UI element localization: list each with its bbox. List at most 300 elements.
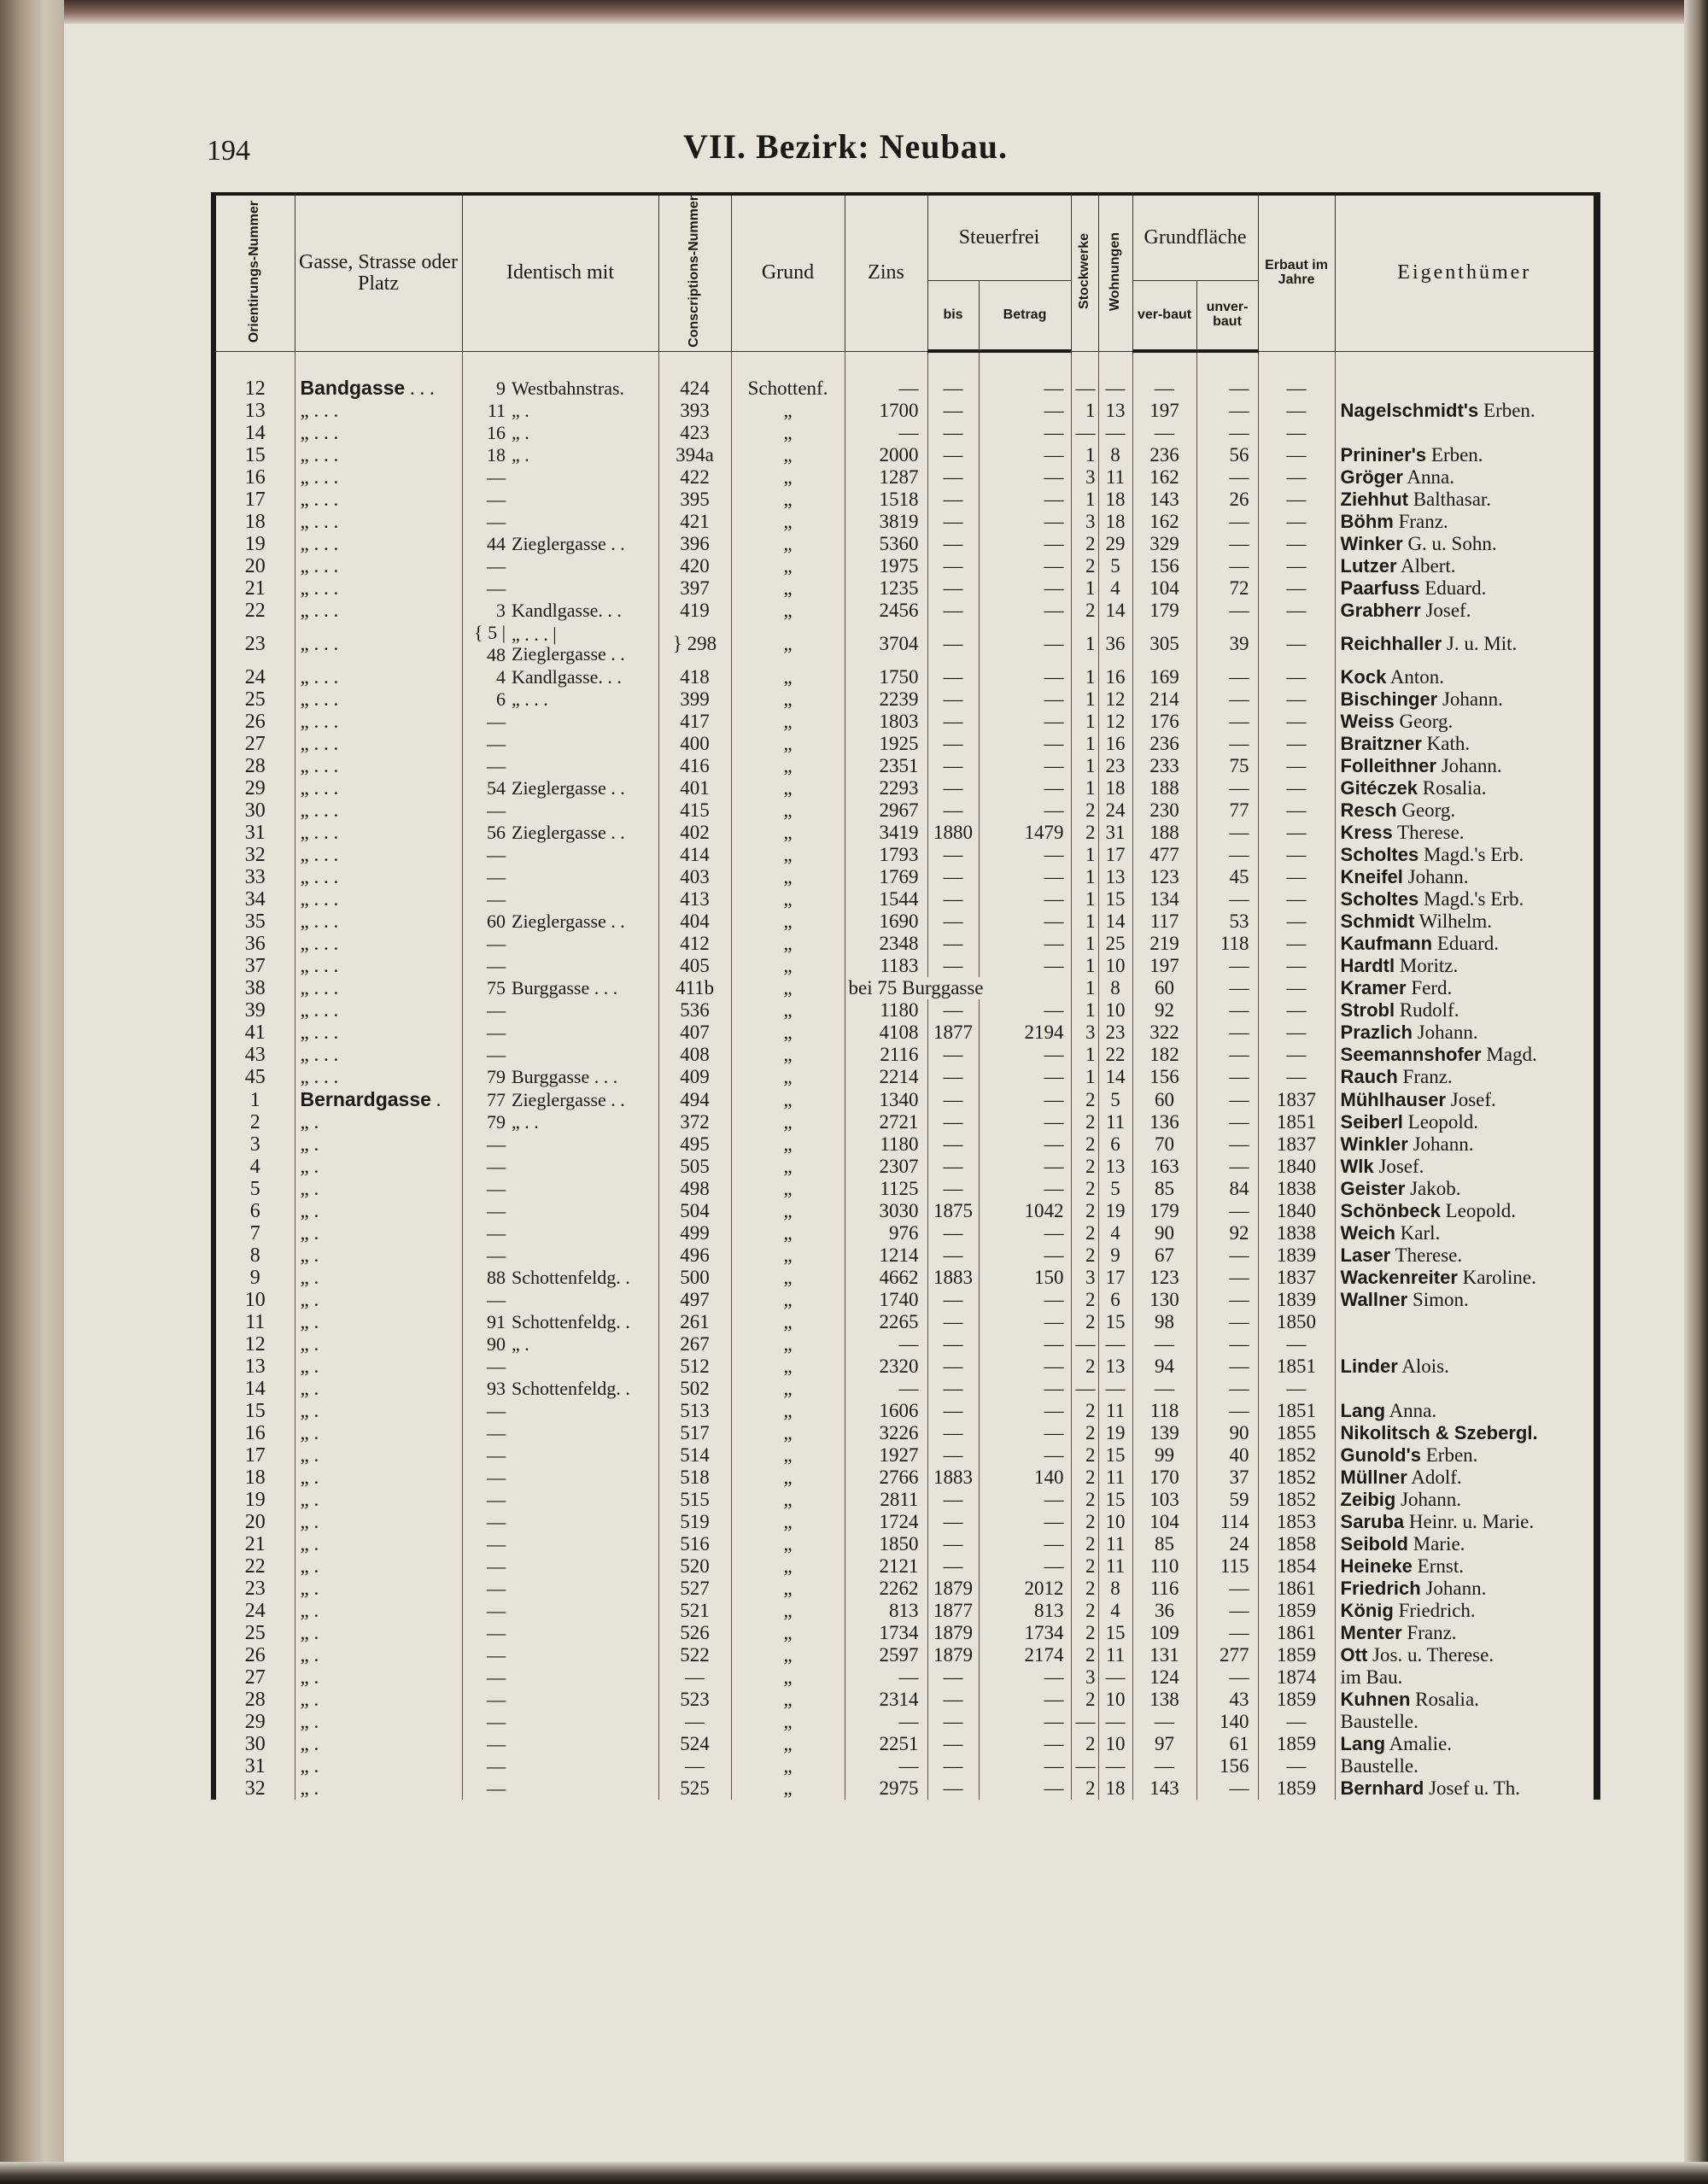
cell-zins: 2597 [845, 1644, 927, 1666]
cell-identisch-nummer: 44 [462, 533, 509, 555]
cell-conscriptions-nummer: 421 [658, 511, 731, 533]
cell-steuerfrei-betrag: 150 [979, 1267, 1071, 1289]
cell-stockwerke: 1 [1071, 999, 1098, 1022]
cell-orientierungs-nummer: 22 [214, 1555, 295, 1578]
cell-zins: 813 [845, 1600, 927, 1622]
cell-eigenthuemer [1335, 1111, 1597, 1133]
cell-identisch-nummer: — [462, 1533, 509, 1555]
cell-grundflaeche-unverbaut: — [1196, 533, 1258, 555]
header-zins: Zins [845, 194, 927, 351]
cell-erbaut: 1839 [1258, 1289, 1335, 1311]
owner-detail: Adolf. [1407, 1467, 1462, 1489]
cell-erbaut: — [1258, 799, 1335, 822]
cell-conscriptions-nummer: 514 [658, 1444, 731, 1467]
cell-gasse: „ . . . [295, 799, 462, 822]
cell-eigenthuemer [1335, 1200, 1597, 1222]
cell-identisch-nummer: — [462, 711, 509, 733]
cell-conscriptions-nummer: 267 [658, 1333, 731, 1355]
owner-detail: Anna. [1385, 1400, 1437, 1422]
cell-grundflaeche-unverbaut: 84 [1196, 1178, 1258, 1200]
table-row [214, 466, 1597, 489]
owner-surname: Heineke [1340, 1555, 1413, 1578]
cell-eigenthuemer [1335, 1600, 1597, 1622]
cell-steuerfrei-betrag: — [979, 844, 1071, 866]
cell-eigenthuemer [1335, 1666, 1597, 1689]
owner-detail: Rosalia. [1418, 777, 1487, 799]
cell-identisch-nummer: — [462, 733, 509, 755]
cell-steuerfrei-betrag: — [979, 1711, 1071, 1733]
cell-grundflaeche-unverbaut: — [1196, 1777, 1258, 1800]
cell-erbaut: 1859 [1258, 1777, 1335, 1800]
owner-surname: Bischinger [1340, 688, 1438, 711]
cell-stockwerke: 1 [1071, 733, 1098, 755]
cell-erbaut: 1851 [1258, 1400, 1335, 1422]
cell-identisch-name [509, 1133, 658, 1156]
cell-stockwerke: 2 [1071, 1156, 1098, 1178]
cell-identisch-name [509, 489, 658, 511]
table-row [214, 1289, 1597, 1311]
cell-grundflaeche-unverbaut: 92 [1196, 1222, 1258, 1244]
owner-surname: Bernhard [1340, 1777, 1424, 1800]
owner-surname: Ziehhut [1340, 489, 1408, 511]
cell-steuerfrei-betrag: 813 [979, 1600, 1071, 1622]
cell-steuerfrei-bis: 1880 [927, 822, 979, 844]
cell-orientierungs-nummer: 19 [214, 1489, 295, 1511]
cell-identisch-name [509, 866, 658, 888]
cell-zins: 976 [845, 1222, 927, 1244]
cell-wohnungen: 4 [1098, 1222, 1132, 1244]
cell-steuerfrei-betrag: 2194 [979, 1022, 1071, 1044]
cell-identisch-name [509, 1200, 658, 1222]
cell-stockwerke: 2 [1071, 799, 1098, 822]
cell-orientierungs-nummer: 17 [214, 1444, 295, 1467]
cell-wohnungen: 14 [1098, 910, 1132, 933]
cell-orientierungs-nummer: 13 [214, 400, 295, 422]
cell-identisch-name: „ . . . [512, 688, 548, 711]
table-row [214, 1555, 1597, 1578]
cell-wohnungen: 18 [1098, 511, 1132, 533]
cell-gasse: „ . [295, 1200, 462, 1222]
cell-identisch-name [509, 1044, 658, 1066]
cell-eigenthuemer [1335, 1156, 1597, 1178]
cell-eigenthuemer [1335, 755, 1597, 777]
cell-orientierungs-nummer: 28 [214, 1689, 295, 1711]
cell-gasse: „ . [295, 1444, 462, 1467]
cell-grundflaeche-unverbaut: 26 [1196, 489, 1258, 511]
owner-detail: Moritz. [1395, 955, 1459, 977]
cell-erbaut: — [1258, 844, 1335, 866]
cell-conscriptions-nummer: 517 [658, 1422, 731, 1444]
cell-wohnungen: 19 [1098, 1422, 1132, 1444]
cell-wohnungen: — [1098, 1378, 1132, 1400]
cell-grund: „ [731, 1777, 845, 1800]
cell-steuerfrei-betrag: — [979, 1111, 1071, 1133]
cell-zins: 2000 [845, 444, 927, 466]
table-row [214, 955, 1597, 977]
cell-grund: „ [731, 1422, 845, 1444]
cell-erbaut: — [1258, 888, 1335, 910]
cell-zins: 2116 [845, 1044, 927, 1066]
cell-gasse: „ . [295, 1289, 462, 1311]
cell-grund: „ [731, 400, 845, 422]
cell-zins: 1125 [845, 1178, 927, 1200]
cell-grundflaeche-unverbaut: 56 [1196, 444, 1258, 466]
cell-grundflaeche-verbaut: 90 [1132, 1222, 1196, 1244]
cell-zins: 2262 [845, 1578, 927, 1600]
cell-erbaut: 1853 [1258, 1511, 1335, 1533]
cell-stockwerke: 2 [1071, 1600, 1098, 1622]
cell-conscriptions-nummer: 523 [658, 1689, 731, 1711]
cell-orientierungs-nummer: 14 [214, 422, 295, 444]
cell-steuerfrei-betrag: — [979, 711, 1071, 733]
cell-gasse: „ . . . [295, 666, 462, 688]
cell-grundflaeche-unverbaut: 90 [1196, 1422, 1258, 1444]
cell-conscriptions-nummer: 513 [658, 1400, 731, 1422]
cell-conscriptions-nummer: — [658, 1666, 731, 1689]
cell-stockwerke: 2 [1071, 1178, 1098, 1200]
cell-grundflaeche-verbaut: 134 [1132, 888, 1196, 910]
cell-wohnungen: 12 [1098, 688, 1132, 711]
cell-identisch-nummer: 3 [462, 600, 509, 622]
cell-grund: „ [731, 1222, 845, 1244]
cell-steuerfrei-betrag: — [979, 1378, 1071, 1400]
cell-stockwerke: — [1071, 422, 1098, 444]
cell-grundflaeche-verbaut: — [1132, 422, 1196, 444]
cell-grundflaeche-verbaut: 188 [1132, 777, 1196, 799]
cell-wohnungen: — [1098, 1333, 1132, 1355]
owner-detail: Josef. [1446, 1088, 1496, 1110]
cell-wohnungen: 6 [1098, 1289, 1132, 1311]
owner-detail: J. u. Mit. [1442, 633, 1518, 655]
cell-stockwerke: 1 [1071, 888, 1098, 910]
cell-grundflaeche-verbaut: — [1132, 377, 1196, 400]
cell-zins: 1183 [845, 955, 927, 977]
cell-identisch-nummer: — [462, 1222, 509, 1244]
cell-gasse: „ . . . [295, 511, 462, 533]
cell-gasse: „ . . . [295, 1022, 462, 1044]
cell-grundflaeche-verbaut: 162 [1132, 511, 1196, 533]
cell-eigenthuemer [1335, 1711, 1597, 1733]
cell-wohnungen: 22 [1098, 1044, 1132, 1066]
table-row [214, 1422, 1597, 1444]
cell-grundflaeche-verbaut: 236 [1132, 733, 1196, 755]
cell-gasse: „ . . . [295, 822, 462, 844]
cell-identisch-name [509, 799, 658, 822]
cell-steuerfrei-betrag: — [979, 1088, 1071, 1111]
cell-conscriptions-nummer: 516 [658, 1533, 731, 1555]
cell-eigenthuemer [1335, 1622, 1597, 1644]
cell-grund: „ [731, 777, 845, 799]
cell-gasse: „ . . . [295, 1066, 462, 1088]
table-row [214, 1066, 1597, 1088]
cell-grund: „ [731, 1711, 845, 1733]
owner-detail: Josef. [1420, 600, 1471, 622]
owner-detail: Wilhelm. [1414, 910, 1492, 933]
owner-surname: Prazlich [1340, 1022, 1413, 1044]
cell-identisch-name: „ . [512, 422, 529, 444]
header-wohnungen: Wohnungen [1098, 194, 1132, 351]
book-spine-edge [0, 0, 64, 2184]
cell-stockwerke: 2 [1071, 1133, 1098, 1156]
owner-surname: Winker [1340, 533, 1403, 555]
cell-identisch-nummer: 54 [462, 777, 509, 799]
cell-grundflaeche-unverbaut: 77 [1196, 799, 1258, 822]
cell-eigenthuemer [1335, 1511, 1597, 1533]
cell-eigenthuemer [1335, 1689, 1597, 1711]
street-name: Bandgasse [300, 377, 406, 400]
cell-identisch-name [509, 1489, 658, 1511]
cell-steuerfrei-bis: — [927, 1111, 979, 1133]
cell-grund: „ [731, 1311, 845, 1333]
cell-stockwerke: 2 [1071, 555, 1098, 577]
cell-grundflaeche-unverbaut: — [1196, 888, 1258, 910]
table-row [214, 1689, 1597, 1711]
cell-eigenthuemer [1335, 1422, 1597, 1444]
cell-grundflaeche-unverbaut: — [1196, 555, 1258, 577]
cell-orientierungs-nummer: 35 [214, 910, 295, 933]
cell-erbaut: 1838 [1258, 1178, 1335, 1200]
cell-grundflaeche-verbaut: 103 [1132, 1489, 1196, 1511]
cell-gasse: „ . . . [295, 622, 462, 666]
cell-steuerfrei-bis: — [927, 1311, 979, 1333]
cell-wohnungen: 23 [1098, 1022, 1132, 1044]
cell-identisch-nummer: 9 [462, 377, 509, 400]
cell-orientierungs-nummer: 23 [214, 1578, 295, 1600]
cell-conscriptions-nummer: 403 [658, 866, 731, 888]
cell-grund: „ [731, 866, 845, 888]
cell-zins: 2348 [845, 933, 927, 955]
cell-identisch-nummer: — [462, 955, 509, 977]
cell-grundflaeche-unverbaut: — [1196, 666, 1258, 688]
cell-grundflaeche-verbaut: 117 [1132, 910, 1196, 933]
cell-identisch-nummer: — [462, 1755, 509, 1777]
cell-erbaut: 1858 [1258, 1533, 1335, 1555]
cell-wohnungen: 18 [1098, 1777, 1132, 1800]
cell-wohnungen: 17 [1098, 1267, 1132, 1289]
cell-identisch-name: Zieglergasse . . [512, 1088, 625, 1110]
cell-orientierungs-nummer: 21 [214, 1533, 295, 1555]
cell-erbaut: 1851 [1258, 1355, 1335, 1378]
cell-zins: 1214 [845, 1244, 927, 1267]
cell-grundflaeche-verbaut: 98 [1132, 1311, 1196, 1333]
cell-steuerfrei-betrag: — [979, 1733, 1071, 1755]
cell-grund: „ [731, 955, 845, 977]
cell-stockwerke: 1 [1071, 489, 1098, 511]
owner-surname: Schönbeck [1340, 1200, 1441, 1222]
cell-erbaut: 1874 [1258, 1666, 1335, 1689]
owner-detail: Franz. [1393, 511, 1448, 533]
cell-identisch-name [509, 1022, 658, 1044]
cell-wohnungen: 17 [1098, 844, 1132, 866]
cell-steuerfrei-bis: — [927, 1289, 979, 1311]
cell-zins: — [845, 1333, 927, 1355]
table-row [214, 600, 1597, 622]
cell-wohnungen: 15 [1098, 888, 1132, 910]
cell-stockwerke: 3 [1071, 511, 1098, 533]
cell-grund: „ [731, 999, 845, 1022]
table-row [214, 1622, 1597, 1644]
cell-zins: 2265 [845, 1311, 927, 1333]
cell-zins: 2307 [845, 1156, 927, 1178]
cell-gasse: „ . [295, 1644, 462, 1666]
cell-steuerfrei-betrag: 140 [979, 1467, 1071, 1489]
cell-eigenthuemer [1335, 444, 1597, 466]
cell-wohnungen: 16 [1098, 733, 1132, 755]
cell-grund: „ [731, 1689, 845, 1711]
cell-orientierungs-nummer: 11 [214, 1311, 295, 1333]
cell-erbaut: 1859 [1258, 1689, 1335, 1711]
cell-wohnungen: — [1098, 1711, 1132, 1733]
cell-identisch-nummer: — [462, 1644, 509, 1666]
table-row [214, 1489, 1597, 1511]
cell-identisch-name [509, 1422, 658, 1444]
cell-orientierungs-nummer: 1 [214, 1088, 295, 1111]
owner-surname: Scholtes [1340, 844, 1419, 866]
owner-surname: Mühlhauser [1340, 1088, 1446, 1110]
cell-wohnungen: 11 [1098, 1467, 1132, 1489]
cell-steuerfrei-betrag: — [979, 910, 1071, 933]
owner-detail: G. u. Sohn. [1402, 533, 1497, 555]
cell-identisch-name [509, 888, 658, 910]
header-bis: bis [927, 280, 979, 351]
cell-conscriptions-nummer: 419 [658, 600, 731, 622]
cell-identisch-name: Zieglergasse . . [512, 910, 625, 933]
cell-eigenthuemer [1335, 1467, 1597, 1489]
cell-conscriptions-nummer: } 298 [658, 622, 731, 666]
cell-conscriptions-nummer: 505 [658, 1156, 731, 1178]
cell-grund: „ [731, 600, 845, 622]
cell-identisch-nummer: — [462, 466, 509, 489]
cell-eigenthuemer [1335, 799, 1597, 822]
cell-gasse: „ . [295, 1533, 462, 1555]
cell-conscriptions-nummer: 502 [658, 1378, 731, 1400]
owner-detail: im Bau. [1340, 1666, 1403, 1689]
owner-surname: Kneifel [1340, 866, 1403, 888]
table-row [214, 555, 1597, 577]
cell-grundflaeche-unverbaut: 140 [1196, 1711, 1258, 1733]
cell-steuerfrei-bis: — [927, 422, 979, 444]
cell-steuerfrei-betrag: — [979, 1066, 1071, 1088]
cell-conscriptions-nummer: 412 [658, 933, 731, 955]
cell-zins: — [845, 1711, 927, 1733]
cell-orientierungs-nummer: 25 [214, 688, 295, 711]
cell-identisch-name [509, 1644, 658, 1666]
cell-identisch-nummer: 90 [462, 1333, 509, 1355]
cell-identisch-name: „ . . . | Zieglergasse . . [512, 624, 625, 665]
cell-orientierungs-nummer: 34 [214, 888, 295, 910]
table-row [214, 755, 1597, 777]
cell-grundflaeche-verbaut: 70 [1132, 1133, 1196, 1156]
cell-identisch-name [509, 1755, 658, 1777]
cell-orientierungs-nummer: 20 [214, 555, 295, 577]
cell-zins: 1180 [845, 1133, 927, 1156]
cell-conscriptions-nummer: 395 [658, 489, 731, 511]
cell-steuerfrei-bis: — [927, 1733, 979, 1755]
cell-eigenthuemer [1335, 1578, 1597, 1600]
cell-stockwerke: 2 [1071, 822, 1098, 844]
cell-eigenthuemer [1335, 1755, 1597, 1777]
cell-steuerfrei-bis: — [927, 999, 979, 1022]
cell-grund: „ [731, 1644, 845, 1666]
cell-steuerfrei-betrag: — [979, 1666, 1071, 1689]
cell-grundflaeche-verbaut: 179 [1132, 600, 1196, 622]
cell-eigenthuemer [1335, 844, 1597, 866]
cell-steuerfrei-betrag: — [979, 1489, 1071, 1511]
owner-detail: Magd. [1481, 1044, 1537, 1066]
cell-orientierungs-nummer: 14 [214, 1378, 295, 1400]
cell-conscriptions-nummer: 518 [658, 1467, 731, 1489]
cell-steuerfrei-bis: 1883 [927, 1467, 979, 1489]
cell-grundflaeche-verbaut: 139 [1132, 1422, 1196, 1444]
cell-gasse: „ . . . [295, 600, 462, 622]
cell-grund: „ [731, 422, 845, 444]
cell-grund: „ [731, 1600, 845, 1622]
cell-orientierungs-nummer: 26 [214, 1644, 295, 1666]
cell-grundflaeche-verbaut: 92 [1132, 999, 1196, 1022]
cell-identisch-nummer: — [462, 577, 509, 600]
table-row [214, 888, 1597, 910]
owner-detail: Erben. [1426, 444, 1483, 466]
table-row [214, 1666, 1597, 1689]
cell-gasse: „ . [295, 1489, 462, 1511]
owner-detail: Johann. [1395, 1489, 1461, 1511]
cell-grundflaeche-unverbaut: — [1196, 777, 1258, 799]
cell-steuerfrei-bis: — [927, 733, 979, 755]
cell-grundflaeche-verbaut: 188 [1132, 822, 1196, 844]
register-table [211, 192, 1600, 1800]
cell-identisch-name [509, 1733, 658, 1755]
cell-steuerfrei-betrag: — [979, 1156, 1071, 1178]
cell-grund: „ [731, 1578, 845, 1600]
cell-gasse: „ . . . [295, 489, 462, 511]
cell-identisch-nummer: — [462, 1511, 509, 1533]
cell-orientierungs-nummer: 28 [214, 755, 295, 777]
cell-steuerfrei-bis: — [927, 777, 979, 799]
cell-grundflaeche-unverbaut: — [1196, 422, 1258, 444]
cell-conscriptions-nummer: 396 [658, 533, 731, 555]
cell-grund: „ [731, 1489, 845, 1511]
cell-erbaut: 1852 [1258, 1467, 1335, 1489]
owner-detail: Josef u. Th. [1424, 1777, 1520, 1800]
owner-detail: Magd.'s Erb. [1418, 888, 1524, 910]
owner-surname: Saruba [1340, 1511, 1405, 1533]
cell-grundflaeche-verbaut: 85 [1132, 1178, 1196, 1200]
cell-grundflaeche-unverbaut: 59 [1196, 1489, 1258, 1511]
cell-conscriptions-nummer: 424 [658, 377, 731, 400]
cell-grund: „ [731, 1156, 845, 1178]
cell-conscriptions-nummer: 409 [658, 1066, 731, 1088]
cell-wohnungen: 11 [1098, 1400, 1132, 1422]
cell-stockwerke: 1 [1071, 400, 1098, 422]
cell-steuerfrei-betrag: — [979, 511, 1071, 533]
owner-detail: Heinr. u. Marie. [1404, 1511, 1535, 1533]
book-bottom-edge [0, 2162, 1708, 2184]
cell-identisch-nummer: — [462, 799, 509, 822]
cell-conscriptions-nummer: 393 [658, 400, 731, 422]
cell-zins: 1287 [845, 466, 927, 489]
cell-zins: 2766 [845, 1467, 927, 1489]
cell-grundflaeche-verbaut: 85 [1132, 1533, 1196, 1555]
cell-grundflaeche-verbaut: 219 [1132, 933, 1196, 955]
table-row [214, 1600, 1597, 1622]
cell-erbaut: 1851 [1258, 1111, 1335, 1133]
cell-erbaut: — [1258, 977, 1335, 999]
cell-zins: 3819 [845, 511, 927, 533]
cell-identisch-name [509, 1511, 658, 1533]
cell-gasse: „ . . . [295, 711, 462, 733]
cell-identisch-name: „ . [512, 400, 529, 422]
cell-grundflaeche-verbaut: 104 [1132, 1511, 1196, 1533]
